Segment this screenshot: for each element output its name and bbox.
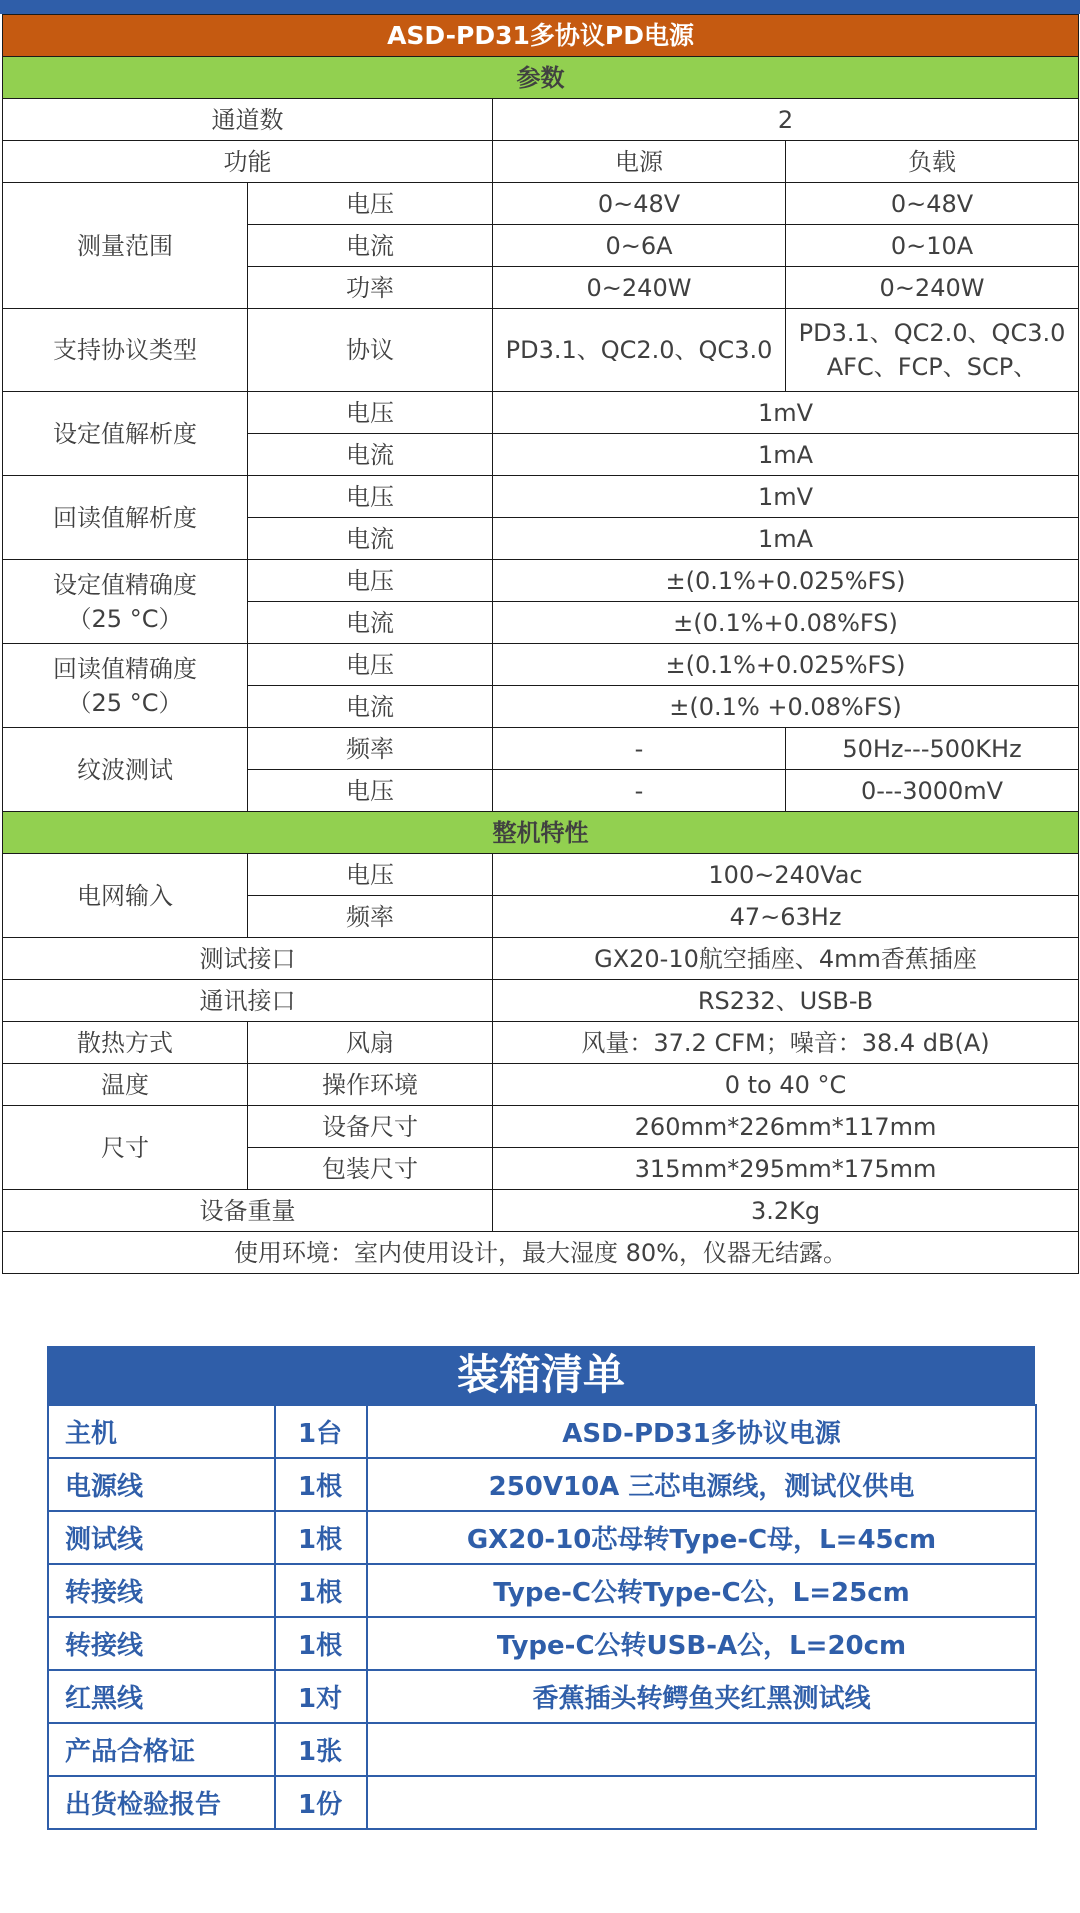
voltage-label: 电压 [248, 183, 493, 225]
packing-item-name: 转接线 [48, 1564, 275, 1617]
set-accuracy-line-2: （25 °C） [67, 604, 183, 633]
grid-voltage: 100~240Vac [493, 854, 1079, 896]
packing-item-name: 主机 [48, 1405, 275, 1458]
packing-row [48, 1617, 1036, 1670]
ripple-voltage-power: - [493, 770, 786, 812]
section-machine: 整机特性 [3, 812, 1079, 854]
voltage-label: 电压 [248, 476, 493, 518]
packing-item-name: 电源线 [48, 1458, 275, 1511]
voltage-label: 电压 [248, 560, 493, 602]
spec-title: ASD-PD31多协议PD电源 [3, 15, 1079, 57]
section-params: 参数 [3, 57, 1079, 99]
set-resolution-current: 1mA [493, 434, 1079, 476]
device-size-value: 260mm*226mm*117mm [493, 1106, 1079, 1148]
current-label: 电流 [248, 602, 493, 644]
packing-item-name: 产品合格证 [48, 1723, 275, 1776]
packing-row [48, 1511, 1036, 1564]
power-label: 功率 [248, 267, 493, 309]
read-resolution-current: 1mA [493, 518, 1079, 560]
usage-note: 使用环境：室内使用设计，最大湿度 80%，仪器无结露。 [3, 1232, 1079, 1274]
ripple-frequency-power: - [493, 728, 786, 770]
packing-row [48, 1405, 1036, 1458]
set-accuracy-voltage: ±(0.1%+0.025%FS) [493, 560, 1079, 602]
read-accuracy-line-1: 回读值精确度 [53, 654, 197, 683]
packing-item-desc: 250V10A 三芯电源线，测试仪供电 [367, 1458, 1036, 1511]
packing-item-desc: GX20-10芯母转Type-C母，L=45cm [367, 1511, 1036, 1564]
test-interface-value: GX20-10航空插座、4mm香蕉插座 [493, 938, 1079, 980]
read-accuracy-line-2: （25 °C） [67, 688, 183, 717]
packing-item-desc [367, 1776, 1036, 1829]
packing-item-qty: 1根 [275, 1564, 367, 1617]
protocol-load-line-1: PD3.1、QC2.0、QC3.0 [798, 319, 1066, 347]
packing-table [47, 1404, 1037, 1830]
packing-row [48, 1564, 1036, 1617]
voltage-label: 电压 [248, 392, 493, 434]
range-current-power: 0~6A [493, 225, 786, 267]
package-size-label: 包装尺寸 [248, 1148, 493, 1190]
weight-label: 设备重量 [3, 1190, 493, 1232]
ripple-voltage-load: 0---3000mV [786, 770, 1079, 812]
protocol-power: PD3.1、QC2.0、QC3.0 [493, 309, 786, 392]
load-column-header: 负载 [786, 141, 1079, 183]
packing-item-desc [367, 1723, 1036, 1776]
read-accuracy-voltage: ±(0.1%+0.025%FS) [493, 644, 1079, 686]
set-resolution-label: 设定值解析度 [3, 392, 248, 476]
range-power-load: 0~240W [786, 267, 1079, 309]
packing-item-qty: 1份 [275, 1776, 367, 1829]
frequency-label: 频率 [248, 728, 493, 770]
environment-value: 0 to 40 °C [493, 1064, 1079, 1106]
packing-row [48, 1723, 1036, 1776]
grid-input-label: 电网输入 [3, 854, 248, 938]
packing-item-desc: Type-C公转USB-A公，L=20cm [367, 1617, 1036, 1670]
protocol-support-label: 支持协议类型 [3, 309, 248, 392]
packing-title: 装箱清单 [47, 1346, 1035, 1404]
packing-item-qty: 1根 [275, 1511, 367, 1564]
packing-item-name: 出货检验报告 [48, 1776, 275, 1829]
packing-item-qty: 1张 [275, 1723, 367, 1776]
package-size-value: 315mm*295mm*175mm [493, 1148, 1079, 1190]
fan-label: 风扇 [248, 1022, 493, 1064]
read-resolution-voltage: 1mV [493, 476, 1079, 518]
current-label: 电流 [248, 434, 493, 476]
packing-item-qty: 1根 [275, 1617, 367, 1670]
test-interface-label: 测试接口 [3, 938, 493, 980]
protocol-load-line-2: AFC、FCP、SCP、 [826, 353, 1038, 381]
measure-range-label: 测量范围 [3, 183, 248, 309]
protocol-label: 协议 [248, 309, 493, 392]
current-label: 电流 [248, 518, 493, 560]
voltage-label: 电压 [248, 644, 493, 686]
ripple-test-label: 纹波测试 [3, 728, 248, 812]
top-color-bar [0, 0, 1080, 14]
packing-item-qty: 1台 [275, 1405, 367, 1458]
fan-value: 风量：37.2 CFM；噪音：38.4 dB(A) [493, 1022, 1079, 1064]
ripple-frequency-load: 50Hz---500KHz [786, 728, 1079, 770]
read-accuracy-current: ±(0.1% +0.08%FS) [493, 686, 1079, 728]
current-label: 电流 [248, 225, 493, 267]
power-column-header: 电源 [493, 141, 786, 183]
range-voltage-power: 0~48V [493, 183, 786, 225]
set-accuracy-line-1: 设定值精确度 [53, 570, 197, 599]
packing-row [48, 1670, 1036, 1723]
packing-item-desc: 香蕉插头转鳄鱼夹红黑测试线 [367, 1670, 1036, 1723]
range-power-power: 0~240W [493, 267, 786, 309]
packing-row [48, 1458, 1036, 1511]
packing-item-qty: 1根 [275, 1458, 367, 1511]
weight-value: 3.2Kg [493, 1190, 1079, 1232]
packing-item-name: 转接线 [48, 1617, 275, 1670]
protocol-load [786, 309, 1079, 392]
comm-interface-label: 通讯接口 [3, 980, 493, 1022]
packing-list [47, 1346, 1035, 1830]
function-label: 功能 [3, 141, 493, 183]
cooling-label: 散热方式 [3, 1022, 248, 1064]
packing-row [48, 1776, 1036, 1829]
voltage-label: 电压 [248, 770, 493, 812]
voltage-label: 电压 [248, 854, 493, 896]
temperature-label: 温度 [3, 1064, 248, 1106]
comm-interface-value: RS232、USB-B [493, 980, 1079, 1022]
set-accuracy-current: ±(0.1%+0.08%FS) [493, 602, 1079, 644]
set-accuracy-label [3, 560, 248, 644]
frequency-label: 频率 [248, 896, 493, 938]
channels-value: 2 [493, 99, 1079, 141]
spec-table [2, 14, 1079, 1274]
packing-item-desc: ASD-PD31多协议电源 [367, 1405, 1036, 1458]
packing-item-desc: Type-C公转Type-C公，L=25cm [367, 1564, 1036, 1617]
set-resolution-voltage: 1mV [493, 392, 1079, 434]
range-current-load: 0~10A [786, 225, 1079, 267]
grid-frequency: 47~63Hz [493, 896, 1079, 938]
packing-item-qty: 1对 [275, 1670, 367, 1723]
read-resolution-label: 回读值解析度 [3, 476, 248, 560]
device-size-label: 设备尺寸 [248, 1106, 493, 1148]
packing-item-name: 红黑线 [48, 1670, 275, 1723]
read-accuracy-label [3, 644, 248, 728]
size-label: 尺寸 [3, 1106, 248, 1190]
environment-label: 操作环境 [248, 1064, 493, 1106]
current-label: 电流 [248, 686, 493, 728]
range-voltage-load: 0~48V [786, 183, 1079, 225]
channels-label: 通道数 [3, 99, 493, 141]
packing-item-name: 测试线 [48, 1511, 275, 1564]
